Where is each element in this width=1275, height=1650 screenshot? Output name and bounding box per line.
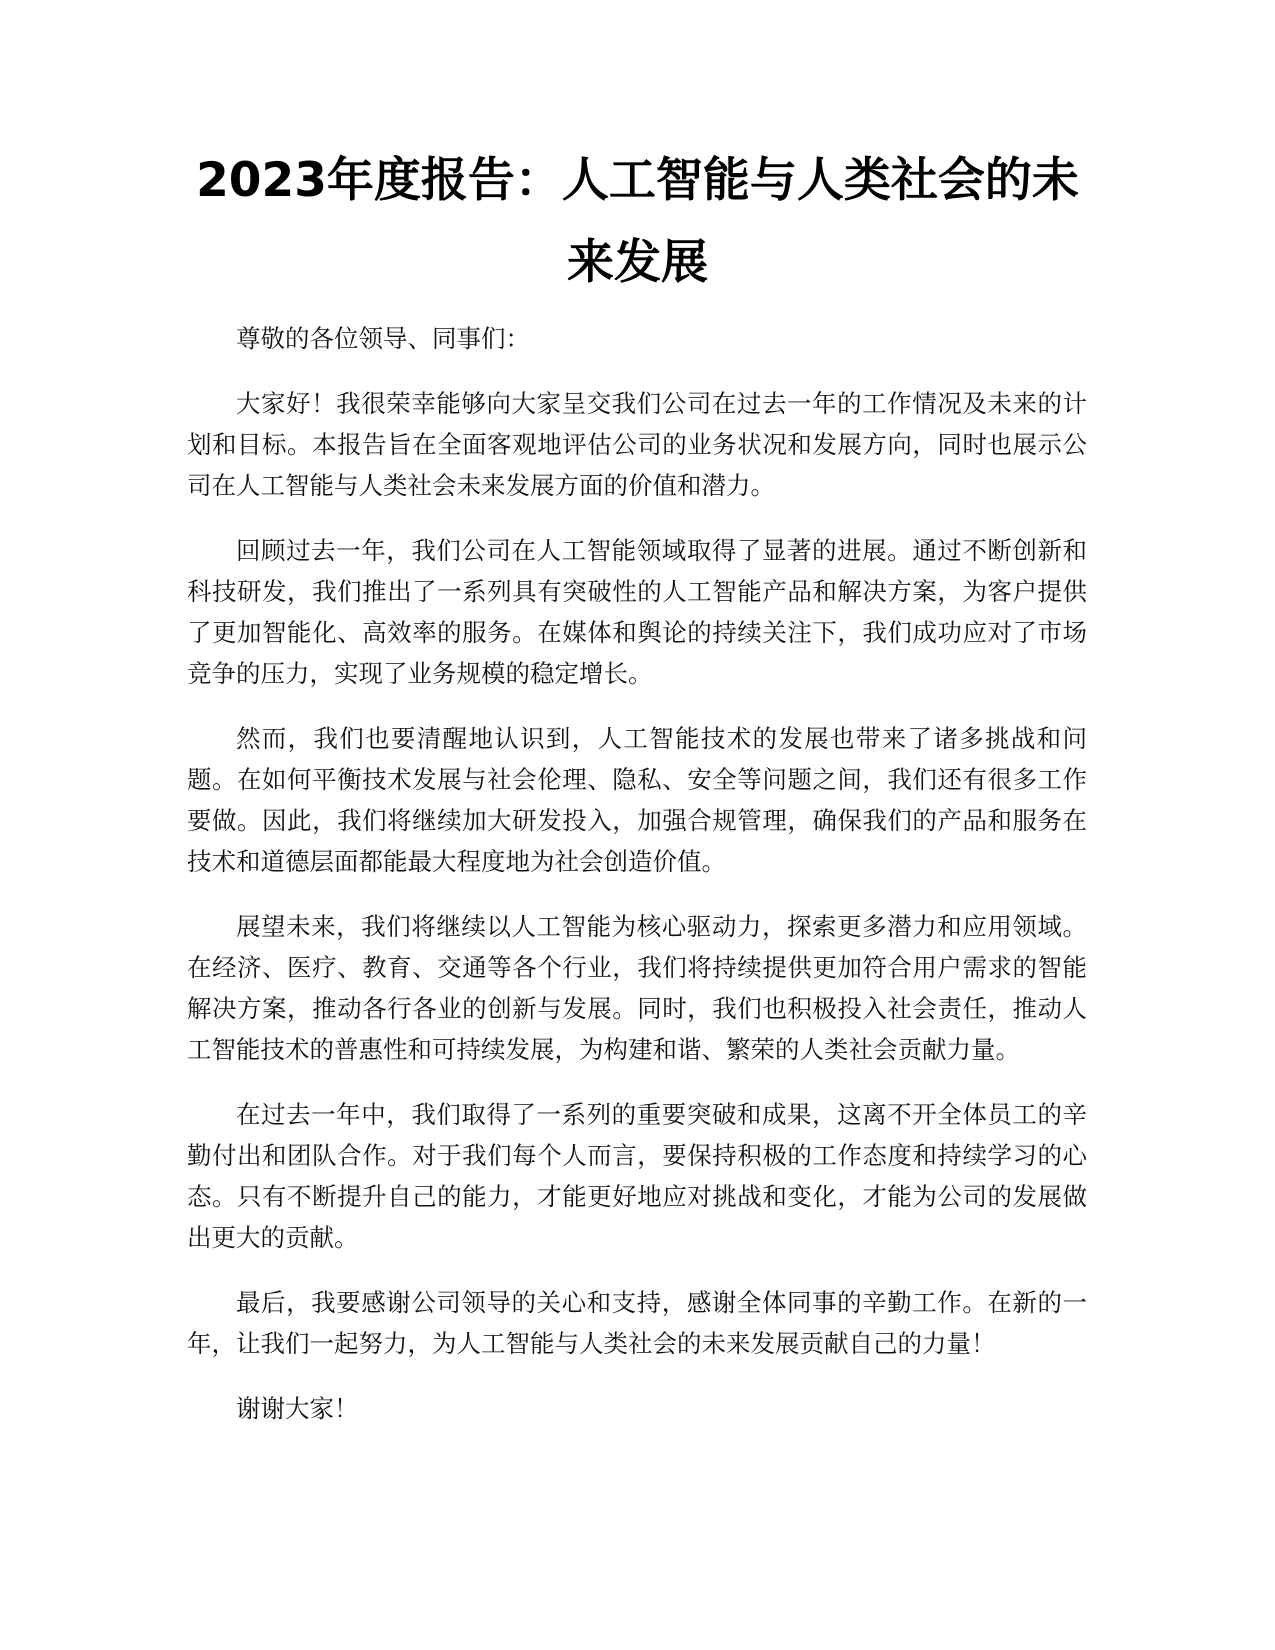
paragraph-achievements: 在过去一年中，我们取得了一系列的重要突破和成果，这离不开全体员工的辛勤付出和团队合作。对于我们每个人而言，要保持积极的工作态度和持续学习的心态。只有不断提升自己的能力，才能更好地应对挑战和变化，才能为公司的发展做出更大的贡献。 <box>187 1100 1087 1252</box>
paragraph-challenges: 然而，我们也要清醒地认识到，人工智能技术的发展也带来了诸多挑战和问题。在如何平衡技术发展与社会伦理、隐私、安全等问题之间，我们还有很多工作要做。因此，我们将继续加大研发投入，加强合规管理，确保我们的产品和服务在技术和道德层面都能最大程度地为社会创造价值。 <box>187 724 1087 876</box>
salutation: 尊敬的各位领导、同事们： <box>236 324 530 353</box>
paragraph-thanks: 最后，我要感谢公司领导的关心和支持，感谢全体同事的辛勤工作。在新的一年，让我们一起努力，为人工智能与人类社会的未来发展贡献自己的力量！ <box>187 1288 1087 1358</box>
document-title: 2023年度报告：人工智能与人类社会的未来发展 <box>196 153 1079 290</box>
paragraph-outlook: 展望未来，我们将继续以人工智能为核心驱动力，探索更多潜力和应用领域。在经济、医疗、教育、交通等各个行业，我们将持续提供更加符合用户需求的智能解决方案，推动各行各业的创新与发展。同时，我们也积极投入社会责任，推动人工智能技术的普惠性和可持续发展，为构建和谐、繁荣的人类社会贡献力量。 <box>187 912 1087 1064</box>
closing: 谢谢大家！ <box>236 1394 359 1423</box>
paragraph-review: 回顾过去一年，我们公司在人工智能领域取得了显著的进展。通过不断创新和科技研发，我们推出了一系列具有突破性的人工智能产品和解决方案，为客户提供了更加智能化、高效率的服务。在媒体和舆论的持续关注下，我们成功应对了市场竞争的压力，实现了业务规模的稳定增长。 <box>187 536 1087 688</box>
paragraph-intro: 大家好！我很荣幸能够向大家呈交我们公司在过去一年的工作情况及未来的计划和目标。本报告旨在全面客观地评估公司的业务状况和发展方向，同时也展示公司在人工智能与人类社会未来发展方面的价值和潜力。 <box>187 389 1087 500</box>
document-body <box>187 318 1087 1453</box>
